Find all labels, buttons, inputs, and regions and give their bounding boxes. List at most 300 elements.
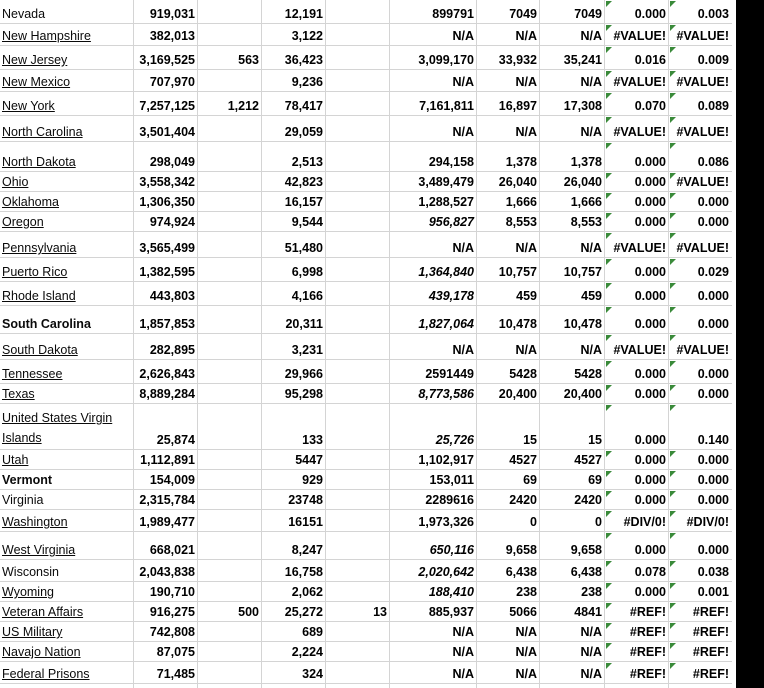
value-cell-c3[interactable]: 3,231 xyxy=(291,343,323,357)
row-label-cell[interactable]: New Jersey xyxy=(2,53,68,67)
row-label-cell[interactable]: Puerto Rico xyxy=(2,265,68,279)
value-cell-c5[interactable]: N/A xyxy=(452,667,474,681)
value-cell-c5[interactable]: 899791 xyxy=(432,7,474,21)
value-cell-c7[interactable]: 4527 xyxy=(574,453,602,467)
value-cell-c5[interactable]: 7,161,811 xyxy=(419,99,474,113)
value-cell-c1[interactable]: 919,031 xyxy=(149,7,195,21)
value-cell-c4[interactable] xyxy=(326,642,390,661)
value-cell-c2[interactable] xyxy=(198,116,262,141)
value-cell-c1[interactable]: 3,558,342 xyxy=(139,175,195,189)
value-cell-c3[interactable]: 2,224 xyxy=(291,645,323,659)
table-row[interactable] xyxy=(0,0,734,24)
value-cell-c7[interactable]: 10,478 xyxy=(563,317,602,331)
value-cell-c4[interactable] xyxy=(326,532,390,559)
table-row[interactable] xyxy=(0,116,734,142)
value-cell-c4[interactable] xyxy=(326,24,390,45)
row-label-cell[interactable]: New York xyxy=(2,99,55,113)
value-cell-c2[interactable] xyxy=(198,662,262,683)
value-cell-c8[interactable]: 0.016 xyxy=(634,53,666,67)
table-row[interactable] xyxy=(0,404,734,450)
table-row[interactable] xyxy=(0,642,734,662)
value-cell-c5[interactable]: 1,102,917 xyxy=(418,453,474,467)
value-cell-c3[interactable]: 16151 xyxy=(288,515,323,529)
value-cell-c7[interactable]: N/A xyxy=(580,75,602,89)
table-row[interactable] xyxy=(0,532,734,560)
value-cell-c3[interactable]: 29,059 xyxy=(284,125,323,139)
value-cell-c1[interactable]: 916,275 xyxy=(149,605,195,619)
value-cell-c7[interactable]: N/A xyxy=(580,241,602,255)
value-cell-c5[interactable]: 2289616 xyxy=(425,493,474,507)
value-cell-c6[interactable]: N/A xyxy=(515,29,537,43)
value-cell-c6[interactable]: 15 xyxy=(523,433,537,447)
value-cell-c8[interactable]: 0.000 xyxy=(634,317,666,331)
row-label-cell[interactable]: West Virginia xyxy=(2,543,76,557)
value-cell-c7[interactable]: 9,658 xyxy=(570,543,602,557)
value-cell-c1[interactable]: 8,889,284 xyxy=(139,387,195,401)
value-cell-c8[interactable]: 0.000 xyxy=(634,493,666,507)
value-cell-c2[interactable] xyxy=(198,334,262,359)
value-cell-c6[interactable]: 1,666 xyxy=(505,195,537,209)
value-cell-c9[interactable]: #VALUE! xyxy=(676,75,729,89)
row-label-cell[interactable]: Oregon xyxy=(2,215,44,229)
value-cell-c7[interactable]: 17,308 xyxy=(563,99,602,113)
value-cell-c6[interactable]: N/A xyxy=(515,241,537,255)
table-row[interactable] xyxy=(0,384,734,404)
value-cell-c4[interactable] xyxy=(326,116,390,141)
value-cell-c5[interactable]: N/A xyxy=(452,645,474,659)
row-label-cell[interactable]: New Hampshire xyxy=(2,29,91,43)
value-cell-c3[interactable]: 689 xyxy=(302,625,323,639)
value-cell-c3[interactable]: 4,166 xyxy=(291,289,323,303)
value-cell-c1[interactable]: 974,924 xyxy=(149,215,195,229)
value-cell-c8[interactable]: #VALUE! xyxy=(613,29,666,43)
value-cell-c2[interactable] xyxy=(198,490,262,509)
value-cell-c6[interactable]: 10,757 xyxy=(498,265,537,279)
table-row[interactable] xyxy=(0,560,734,582)
value-cell-c5[interactable]: 439,178 xyxy=(428,289,474,303)
value-cell-c4[interactable] xyxy=(326,0,390,23)
value-cell-c6[interactable]: N/A xyxy=(515,343,537,357)
value-cell-c8[interactable]: #VALUE! xyxy=(613,241,666,255)
value-cell-c4[interactable] xyxy=(326,510,390,531)
value-cell-c8[interactable]: #REF! xyxy=(629,667,666,681)
value-cell-c1[interactable]: 87,075 xyxy=(156,645,195,659)
table-row[interactable] xyxy=(0,602,734,622)
value-cell-c8[interactable]: 0.000 xyxy=(634,585,666,599)
value-cell-c4[interactable] xyxy=(326,560,390,581)
value-cell-c3[interactable]: 3,122 xyxy=(291,29,323,43)
value-cell-c7[interactable]: 238 xyxy=(581,585,602,599)
value-cell-c9[interactable]: 0.001 xyxy=(697,585,729,599)
value-cell-c8[interactable]: 0.000 xyxy=(634,265,666,279)
value-cell-c4[interactable]: 13 xyxy=(373,605,387,619)
row-label-cell[interactable]: Federal Prisons xyxy=(2,667,90,681)
value-cell-c2[interactable] xyxy=(198,24,262,45)
value-cell-c3[interactable]: 23748 xyxy=(288,493,323,507)
row-label-cell[interactable]: US Military xyxy=(2,625,63,639)
table-row[interactable] xyxy=(0,212,734,232)
value-cell-c6[interactable]: 69 xyxy=(523,473,537,487)
value-cell-c5[interactable]: 1,364,840 xyxy=(418,265,474,279)
value-cell-c1[interactable]: 3,501,404 xyxy=(139,125,195,139)
row-label-cell[interactable]: North Dakota xyxy=(2,155,76,169)
value-cell-c5[interactable]: N/A xyxy=(452,625,474,639)
row-label-cell[interactable]: Washington xyxy=(2,515,68,529)
value-cell-c5[interactable]: N/A xyxy=(452,125,474,139)
value-cell-c9[interactable]: #REF! xyxy=(692,645,729,659)
value-cell-c3[interactable]: 16,157 xyxy=(284,195,323,209)
value-cell-c1[interactable]: 71,485 xyxy=(156,667,195,681)
value-cell-c2[interactable] xyxy=(198,258,262,281)
table-row[interactable] xyxy=(0,46,734,70)
row-label-cell[interactable]: Utah xyxy=(2,453,29,467)
value-cell-c9[interactable]: #VALUE! xyxy=(676,29,729,43)
value-cell-c3[interactable]: 9,236 xyxy=(291,75,323,89)
value-cell-c8[interactable]: 0.070 xyxy=(634,99,666,113)
value-cell-c5[interactable]: 3,489,479 xyxy=(418,175,474,189)
value-cell-c4[interactable] xyxy=(326,662,390,683)
value-cell-c7[interactable]: 0 xyxy=(595,515,602,529)
row-label-cell[interactable]: Wisconsin xyxy=(2,565,59,579)
value-cell-c1[interactable]: 7,257,125 xyxy=(139,99,195,113)
value-cell-c9[interactable]: 0.000 xyxy=(697,215,729,229)
value-cell-c5[interactable]: 1,288,527 xyxy=(418,195,474,209)
value-cell-c2[interactable] xyxy=(198,192,262,211)
value-cell-c3[interactable]: 25,272 xyxy=(284,605,323,619)
table-row[interactable] xyxy=(0,142,734,172)
value-cell-c5[interactable]: 188,410 xyxy=(428,585,474,599)
value-cell-c5[interactable]: 885,937 xyxy=(428,605,474,619)
table-row[interactable] xyxy=(0,172,734,192)
value-cell-c3[interactable]: 8,247 xyxy=(291,543,323,557)
value-cell-c6[interactable]: 238 xyxy=(516,585,537,599)
value-cell-c4[interactable] xyxy=(326,306,390,333)
value-cell-c7[interactable]: N/A xyxy=(580,125,602,139)
value-cell-c5[interactable]: 1,827,064 xyxy=(418,317,474,331)
value-cell-c3[interactable]: 51,480 xyxy=(284,241,323,255)
value-cell-c6[interactable]: 1,378 xyxy=(505,155,537,169)
value-cell-c2[interactable]: 500 xyxy=(238,605,259,619)
row-label-cell[interactable]: Navajo Nation xyxy=(2,645,81,659)
value-cell-c2[interactable] xyxy=(198,622,262,641)
value-cell-c3[interactable]: 29,966 xyxy=(284,367,323,381)
value-cell-c9[interactable]: 0.000 xyxy=(697,387,729,401)
table-row[interactable] xyxy=(0,258,734,282)
value-cell-c9[interactable]: 0.089 xyxy=(697,99,729,113)
value-cell-c7[interactable]: 7049 xyxy=(574,7,602,21)
row-label-cell[interactable]: South Dakota xyxy=(2,343,78,357)
value-cell-c8[interactable]: 0.000 xyxy=(634,453,666,467)
value-cell-c1[interactable]: 2,315,784 xyxy=(139,493,195,507)
value-cell-c7[interactable]: 2420 xyxy=(574,493,602,507)
value-cell-c7[interactable]: N/A xyxy=(580,29,602,43)
value-cell-c9[interactable]: 0.000 xyxy=(697,543,729,557)
value-cell-c7[interactable]: 10,757 xyxy=(563,265,602,279)
value-cell-c6[interactable]: 4527 xyxy=(509,453,537,467)
value-cell-c9[interactable]: #VALUE! xyxy=(676,343,729,357)
row-label-cell[interactable]: Oklahoma xyxy=(2,195,59,209)
value-cell-c6[interactable]: 5428 xyxy=(509,367,537,381)
value-cell-c7[interactable]: 1,666 xyxy=(570,195,602,209)
value-cell-c9[interactable]: #VALUE! xyxy=(676,241,729,255)
value-cell-c8[interactable]: #DIV/0! xyxy=(623,515,666,529)
table-row[interactable] xyxy=(0,450,734,470)
value-cell-c1[interactable]: 443,803 xyxy=(149,289,195,303)
value-cell-c4[interactable] xyxy=(326,360,390,383)
value-cell-c2[interactable] xyxy=(198,560,262,581)
value-cell-c8[interactable]: 0.078 xyxy=(634,565,666,579)
value-cell-c9[interactable]: 0.000 xyxy=(697,289,729,303)
value-cell-c4[interactable] xyxy=(326,46,390,69)
value-cell-c8[interactable]: 0.000 xyxy=(634,367,666,381)
value-cell-c5[interactable]: N/A xyxy=(452,75,474,89)
table-row[interactable] xyxy=(0,470,734,490)
value-cell-c4[interactable] xyxy=(326,232,390,257)
value-cell-c2[interactable] xyxy=(198,232,262,257)
value-cell-c6[interactable]: 5066 xyxy=(509,605,537,619)
value-cell-c9[interactable]: 0.000 xyxy=(697,367,729,381)
value-cell-c8[interactable]: 0.000 xyxy=(634,195,666,209)
value-cell-c8[interactable]: 0.000 xyxy=(634,433,666,447)
value-cell-c9[interactable]: 0.086 xyxy=(697,155,729,169)
value-cell-c3[interactable]: 95,298 xyxy=(284,387,323,401)
value-cell-c4[interactable] xyxy=(326,404,390,449)
value-cell-c8[interactable]: 0.000 xyxy=(634,175,666,189)
value-cell-c5[interactable]: 294,158 xyxy=(428,155,474,169)
value-cell-c5[interactable]: 1,973,326 xyxy=(418,515,474,529)
row-label-cell[interactable]: North Carolina xyxy=(2,125,83,139)
value-cell-c4[interactable] xyxy=(326,92,390,115)
value-cell-c3[interactable]: 9,544 xyxy=(291,215,323,229)
value-cell-c6[interactable]: N/A xyxy=(515,625,537,639)
value-cell-c3[interactable]: 5447 xyxy=(295,453,323,467)
value-cell-c6[interactable]: 9,658 xyxy=(505,543,537,557)
value-cell-c7[interactable]: N/A xyxy=(580,667,602,681)
value-cell-c8[interactable]: 0.000 xyxy=(634,387,666,401)
value-cell-c8[interactable]: 0.000 xyxy=(634,289,666,303)
value-cell-c7[interactable]: 35,241 xyxy=(563,53,602,67)
value-cell-c9[interactable]: 0.000 xyxy=(697,493,729,507)
value-cell-c1[interactable]: 382,013 xyxy=(149,29,195,43)
value-cell-c9[interactable]: 0.140 xyxy=(697,433,729,447)
value-cell-c1[interactable]: 282,895 xyxy=(149,343,195,357)
table-row[interactable] xyxy=(0,490,734,510)
value-cell-c7[interactable]: N/A xyxy=(580,645,602,659)
value-cell-c4[interactable] xyxy=(326,258,390,281)
table-row[interactable] xyxy=(0,582,734,602)
value-cell-c4[interactable] xyxy=(326,70,390,91)
value-cell-c6[interactable]: 7049 xyxy=(509,7,537,21)
value-cell-c2[interactable] xyxy=(198,642,262,661)
value-cell-c5[interactable]: N/A xyxy=(452,29,474,43)
row-label-cell[interactable]: Texas xyxy=(2,387,35,401)
table-row[interactable] xyxy=(0,622,734,642)
row-label-cell[interactable]: Rhode Island xyxy=(2,289,76,303)
value-cell-c1[interactable]: 668,021 xyxy=(149,543,195,557)
value-cell-c2[interactable] xyxy=(198,450,262,469)
value-cell-c1[interactable]: 2,626,843 xyxy=(139,367,195,381)
row-label-cell[interactable]: Veteran Affairs xyxy=(2,605,84,619)
value-cell-c7[interactable]: 5428 xyxy=(574,367,602,381)
value-cell-c8[interactable]: #REF! xyxy=(629,645,666,659)
row-label-cell[interactable]: Pennsylvania xyxy=(2,241,77,255)
table-row[interactable] xyxy=(0,360,734,384)
value-cell-c6[interactable]: N/A xyxy=(515,667,537,681)
value-cell-c7[interactable]: N/A xyxy=(580,343,602,357)
value-cell-c4[interactable] xyxy=(326,334,390,359)
value-cell-c4[interactable] xyxy=(326,282,390,305)
value-cell-c6[interactable]: 459 xyxy=(516,289,537,303)
value-cell-c3[interactable]: 324 xyxy=(302,667,323,681)
row-label-cell[interactable]: New Mexico xyxy=(2,75,71,89)
value-cell-c5[interactable]: 25,726 xyxy=(435,433,474,447)
value-cell-c3[interactable]: 2,513 xyxy=(291,155,323,169)
value-cell-c9[interactable]: 0.038 xyxy=(697,565,729,579)
value-cell-c6[interactable]: N/A xyxy=(515,75,537,89)
value-cell-c5[interactable]: 2591449 xyxy=(425,367,474,381)
value-cell-c8[interactable]: 0.000 xyxy=(634,155,666,169)
value-cell-c1[interactable]: 707,970 xyxy=(149,75,195,89)
value-cell-c2[interactable] xyxy=(198,142,262,171)
value-cell-c3[interactable]: 6,998 xyxy=(291,265,323,279)
row-label-cell[interactable]: Tennessee xyxy=(2,367,63,381)
value-cell-c8[interactable]: #REF! xyxy=(629,605,666,619)
value-cell-c6[interactable]: 8,553 xyxy=(505,215,537,229)
value-cell-c7[interactable]: 26,040 xyxy=(563,175,602,189)
table-row[interactable] xyxy=(0,662,734,684)
value-cell-c6[interactable]: 10,478 xyxy=(498,317,537,331)
value-cell-c1[interactable]: 190,710 xyxy=(149,585,195,599)
value-cell-c1[interactable]: 154,009 xyxy=(149,473,195,487)
value-cell-c5[interactable]: 2,020,642 xyxy=(418,565,474,579)
value-cell-c2[interactable]: 1,212 xyxy=(227,99,259,113)
value-cell-c3[interactable]: 78,417 xyxy=(284,99,323,113)
value-cell-c9[interactable]: 0.000 xyxy=(697,195,729,209)
value-cell-c8[interactable]: #VALUE! xyxy=(613,125,666,139)
value-cell-c7[interactable]: 4841 xyxy=(574,605,602,619)
value-cell-c4[interactable] xyxy=(326,172,390,191)
value-cell-c7[interactable]: 1,378 xyxy=(570,155,602,169)
value-cell-c9[interactable]: 0.000 xyxy=(697,473,729,487)
value-cell-c4[interactable] xyxy=(326,450,390,469)
value-cell-c3[interactable]: 20,311 xyxy=(285,317,323,331)
table-row[interactable] xyxy=(0,306,734,334)
value-cell-c6[interactable]: N/A xyxy=(515,645,537,659)
row-label-cell[interactable]: Virginia xyxy=(2,493,44,507)
table-row[interactable] xyxy=(0,510,734,532)
value-cell-c5[interactable]: N/A xyxy=(452,241,474,255)
row-label-cell[interactable]: Nevada xyxy=(2,7,46,21)
value-cell-c4[interactable] xyxy=(326,582,390,601)
value-cell-c8[interactable]: 0.000 xyxy=(634,473,666,487)
value-cell-c5[interactable]: 3,099,170 xyxy=(418,53,474,67)
value-cell-c6[interactable]: 20,400 xyxy=(498,387,537,401)
row-label-cell[interactable]: Ohio xyxy=(2,175,29,189)
value-cell-c2[interactable] xyxy=(198,532,262,559)
value-cell-c1[interactable]: 1,989,477 xyxy=(139,515,195,529)
value-cell-c2[interactable] xyxy=(198,282,262,305)
value-cell-c1[interactable]: 298,049 xyxy=(149,155,195,169)
value-cell-c2[interactable] xyxy=(198,470,262,489)
row-label-cell[interactable]: United States Virgin Islands xyxy=(2,411,113,445)
value-cell-c4[interactable] xyxy=(326,622,390,641)
value-cell-c1[interactable]: 25,874 xyxy=(156,433,195,447)
value-cell-c5[interactable]: 153,011 xyxy=(429,473,474,487)
value-cell-c9[interactable]: 0.000 xyxy=(697,317,729,331)
value-cell-c9[interactable]: 0.009 xyxy=(697,53,729,67)
value-cell-c6[interactable]: 33,932 xyxy=(498,53,537,67)
value-cell-c3[interactable]: 133 xyxy=(302,433,323,447)
value-cell-c4[interactable] xyxy=(326,384,390,403)
value-cell-c1[interactable]: 1,857,853 xyxy=(139,317,195,331)
value-cell-c2[interactable] xyxy=(198,404,262,449)
value-cell-c6[interactable]: 2420 xyxy=(509,493,537,507)
value-cell-c1[interactable]: 1,112,891 xyxy=(140,453,195,467)
value-cell-c2[interactable] xyxy=(198,212,262,231)
value-cell-c7[interactable]: 6,438 xyxy=(570,565,602,579)
value-cell-c5[interactable]: 956,827 xyxy=(428,215,474,229)
value-cell-c2[interactable] xyxy=(198,384,262,403)
value-cell-c7[interactable]: N/A xyxy=(580,625,602,639)
value-cell-c9[interactable]: #REF! xyxy=(692,605,729,619)
value-cell-c8[interactable]: 0.000 xyxy=(634,7,666,21)
value-cell-c6[interactable]: 26,040 xyxy=(498,175,537,189)
value-cell-c2[interactable] xyxy=(198,510,262,531)
value-cell-c9[interactable]: #VALUE! xyxy=(676,125,729,139)
value-cell-c4[interactable] xyxy=(326,490,390,509)
value-cell-c6[interactable]: 6,438 xyxy=(505,565,537,579)
value-cell-c5[interactable]: 650,116 xyxy=(429,543,474,557)
value-cell-c5[interactable]: 8,773,586 xyxy=(418,387,474,401)
value-cell-c8[interactable]: #REF! xyxy=(629,625,666,639)
value-cell-c6[interactable]: N/A xyxy=(515,125,537,139)
value-cell-c9[interactable]: #DIV/0! xyxy=(686,515,729,529)
value-cell-c2[interactable] xyxy=(198,172,262,191)
table-row[interactable] xyxy=(0,282,734,306)
value-cell-c8[interactable]: 0.000 xyxy=(634,215,666,229)
value-cell-c7[interactable]: 15 xyxy=(588,433,602,447)
value-cell-c1[interactable]: 3,565,499 xyxy=(139,241,195,255)
value-cell-c5[interactable]: N/A xyxy=(452,343,474,357)
value-cell-c9[interactable]: 0.003 xyxy=(697,7,729,21)
value-cell-c3[interactable]: 12,191 xyxy=(284,7,323,21)
value-cell-c9[interactable]: 0.029 xyxy=(697,265,729,279)
value-cell-c9[interactable]: #REF! xyxy=(692,667,729,681)
value-cell-c2[interactable] xyxy=(198,70,262,91)
value-cell-c1[interactable]: 3,169,525 xyxy=(139,53,195,67)
table-row[interactable] xyxy=(0,24,734,46)
row-label-cell[interactable]: Wyoming xyxy=(2,585,54,599)
table-row[interactable] xyxy=(0,192,734,212)
value-cell-c9[interactable]: #VALUE! xyxy=(676,175,729,189)
value-cell-c4[interactable] xyxy=(326,142,390,171)
value-cell-c3[interactable]: 2,062 xyxy=(291,585,323,599)
value-cell-c1[interactable]: 1,382,595 xyxy=(139,265,195,279)
value-cell-c4[interactable] xyxy=(326,212,390,231)
value-cell-c3[interactable]: 36,423 xyxy=(284,53,323,67)
value-cell-c6[interactable]: 0 xyxy=(530,515,537,529)
table-row[interactable] xyxy=(0,232,734,258)
value-cell-c8[interactable]: #VALUE! xyxy=(613,75,666,89)
value-cell-c6[interactable]: 16,897 xyxy=(498,99,537,113)
value-cell-c7[interactable]: 8,553 xyxy=(570,215,602,229)
table-row[interactable] xyxy=(0,334,734,360)
value-cell-c7[interactable]: 459 xyxy=(581,289,602,303)
value-cell-c8[interactable]: #VALUE! xyxy=(613,343,666,357)
row-label-cell[interactable]: Vermont xyxy=(2,473,53,487)
value-cell-c4[interactable] xyxy=(326,470,390,489)
value-cell-c2[interactable]: 563 xyxy=(238,53,259,67)
